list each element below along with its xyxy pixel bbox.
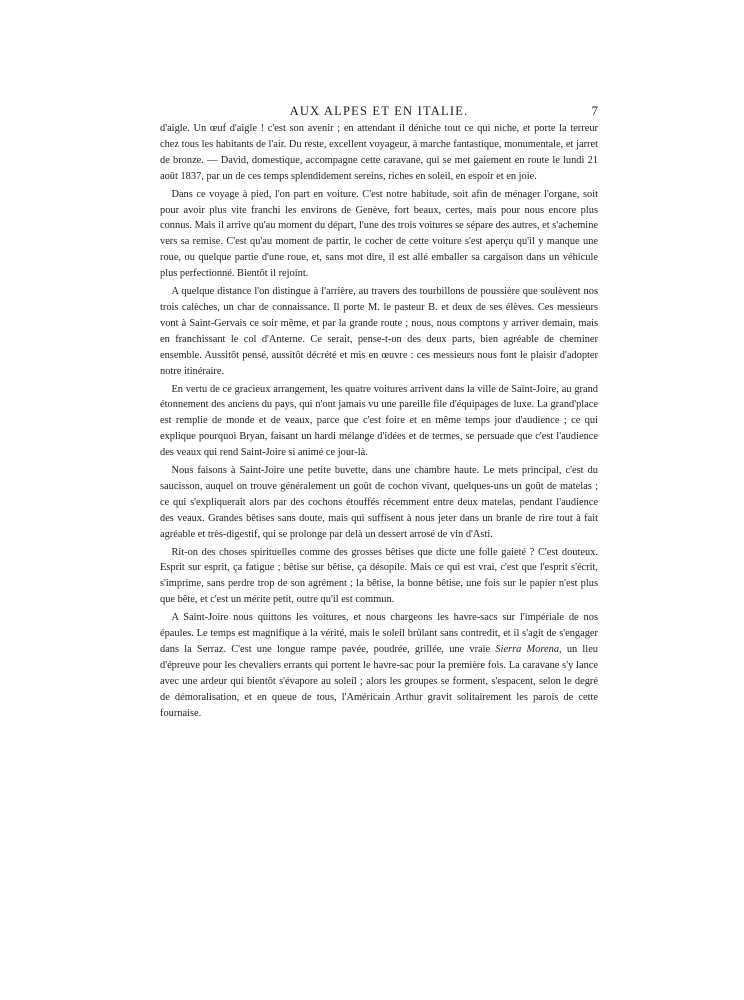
paragraph-6: Rit-on des choses spirituelles comme des grosses bêtises que dicte une folle gaieté ? C'est douteux. Esprit sur esprit, ça fatigue ; bêtise sur bêtise, ça désopile. Mais ce qui est vrai, c'est que l'esprit s'écrit, s'imprime, sans perdre trop de son agrément ; la bêtise, la bonne bêtise, une fois sur le papier n'est plus que bête, et c'est un mérite petit, outre qu'il est commun.: [160, 546, 598, 606]
body-text: [160, 121, 598, 724]
running-title: AUX ALPES ET EN ITALIE.: [289, 104, 469, 118]
paragraph-3: A quelque distance l'on distingue à l'arrière, au travers des tourbillons de poussière que soulèvent nos trois calèches, un char de connaissance. Il porte M. le pasteur B. et deux de ses élèves. Ces messieurs vont à Saint-Gervais ce soir même, et par la grande route ; nous, nous comptons y arriver demain, mais en franchissant le col d'Anterne. Ce serait, pense-t-on des deux parts, bien agréable de cheminer ensemble. Aussitôt pensé, aussitôt décrété et mis en œuvre : ces messieurs nous font le plaisir d'adopter notre itinéraire.: [160, 286, 598, 377]
paragraph-2: Dans ce voyage à pied, l'on part en voiture. C'est notre habitude, soit afin de ménager l'organe, soit pour avoir plus vite franchi les environs de Genève, fort beaux, certes, mais pour nous encore plus connus. Mais il arrive qu'au moment du départ, l'une des trois voitures se sépare des autres, et s'achemine vers sa remise. C'est qu'au moment de partir, le cocher de cette voiture s'est aperçu qu'il y manque une roue, ou quelque partie d'une roue, et, sans mot dire, il est allé emballer sa cargaison dans un véhicule plus perfectionné. Bientôt il rejoint.: [160, 188, 598, 280]
paragraph-7-part-1: A Saint-Joire nous quittons les voitures, et nous chargeons les havre-sacs sur l'impériale de nos épaules. Le temps est magnifique à la vérité, mais le soleil brûlant sans contredit, et il s'agit de s'engager dans la Serraz. C'est une longue rampe pavée, poudrée, grillée, une vraie: [160, 612, 598, 655]
paragraph-1: d'aigle. Un œuf d'aigle ! c'est son avenir ; en attendant il déniche tout ce qui niche, et porte la terreur chez tous les habitants de l'air. Du reste, excellent voyageur, à marche fantastique, monumentale, et jarret de bronze. — David, domestique, accompagne cette caravane, qui se met gaiement en route le lundi 21 août 1837, par un de ces temps splendidement sereins, riches en soleil, en espoir et en joie.: [160, 123, 598, 182]
page-header: [160, 101, 598, 121]
paragraph-7: [160, 610, 598, 721]
italic-place-name: Sierra Morena: [495, 644, 560, 655]
paragraph-7-part-2: , un lieu d'épreuve pour les chevaliers errants qui portent le havre-sac pour la première fois. La caravane s'y lance avec une ardeur qui bientôt s'évapore au soleil ; alors les groupes se forment, s'espacent, selon le degré de démoralisation, et en queue de tous, l'Américain Arthur gravit solitairement les parois de cette fournaise.: [160, 644, 598, 719]
paragraph-5: Nous faisons à Saint-Joire une petite buvette, dans une chambre haute. Le mets principal, c'est du saucisson, auquel on trouve généralement un goût de cochon vivant, quelques-uns un goût de matelas ; ce qui s'expliquerait alors par des cochons étouffés récemment entre deux matelas, pendant l'audience des veaux. Grandes bêtises sans doute, mais qui suffisent à nous jeter dans un branle de rire tout à fait agréable et très-digestif, qui se prolonge par delà un dessert arrosé de vin d'Asti.: [160, 465, 598, 540]
page-number: 7: [591, 103, 598, 118]
paragraph-4: En vertu de ce gracieux arrangement, les quatre voitures arrivent dans la ville de Saint-Joire, au grand étonnement des anciens du pays, qui n'ont jamais vu une pareille file d'équipages de luxe. La grand'place est remplie de monde et de veaux, parce que c'est foire et en même temps jour d'audience ; ce qui explique pourquoi Bryan, faisant un hardi mélange d'idées et de termes, se persuade que c'est l'audience des veaux qui rend Saint-Joire si animé ce jour-là.: [160, 383, 598, 459]
